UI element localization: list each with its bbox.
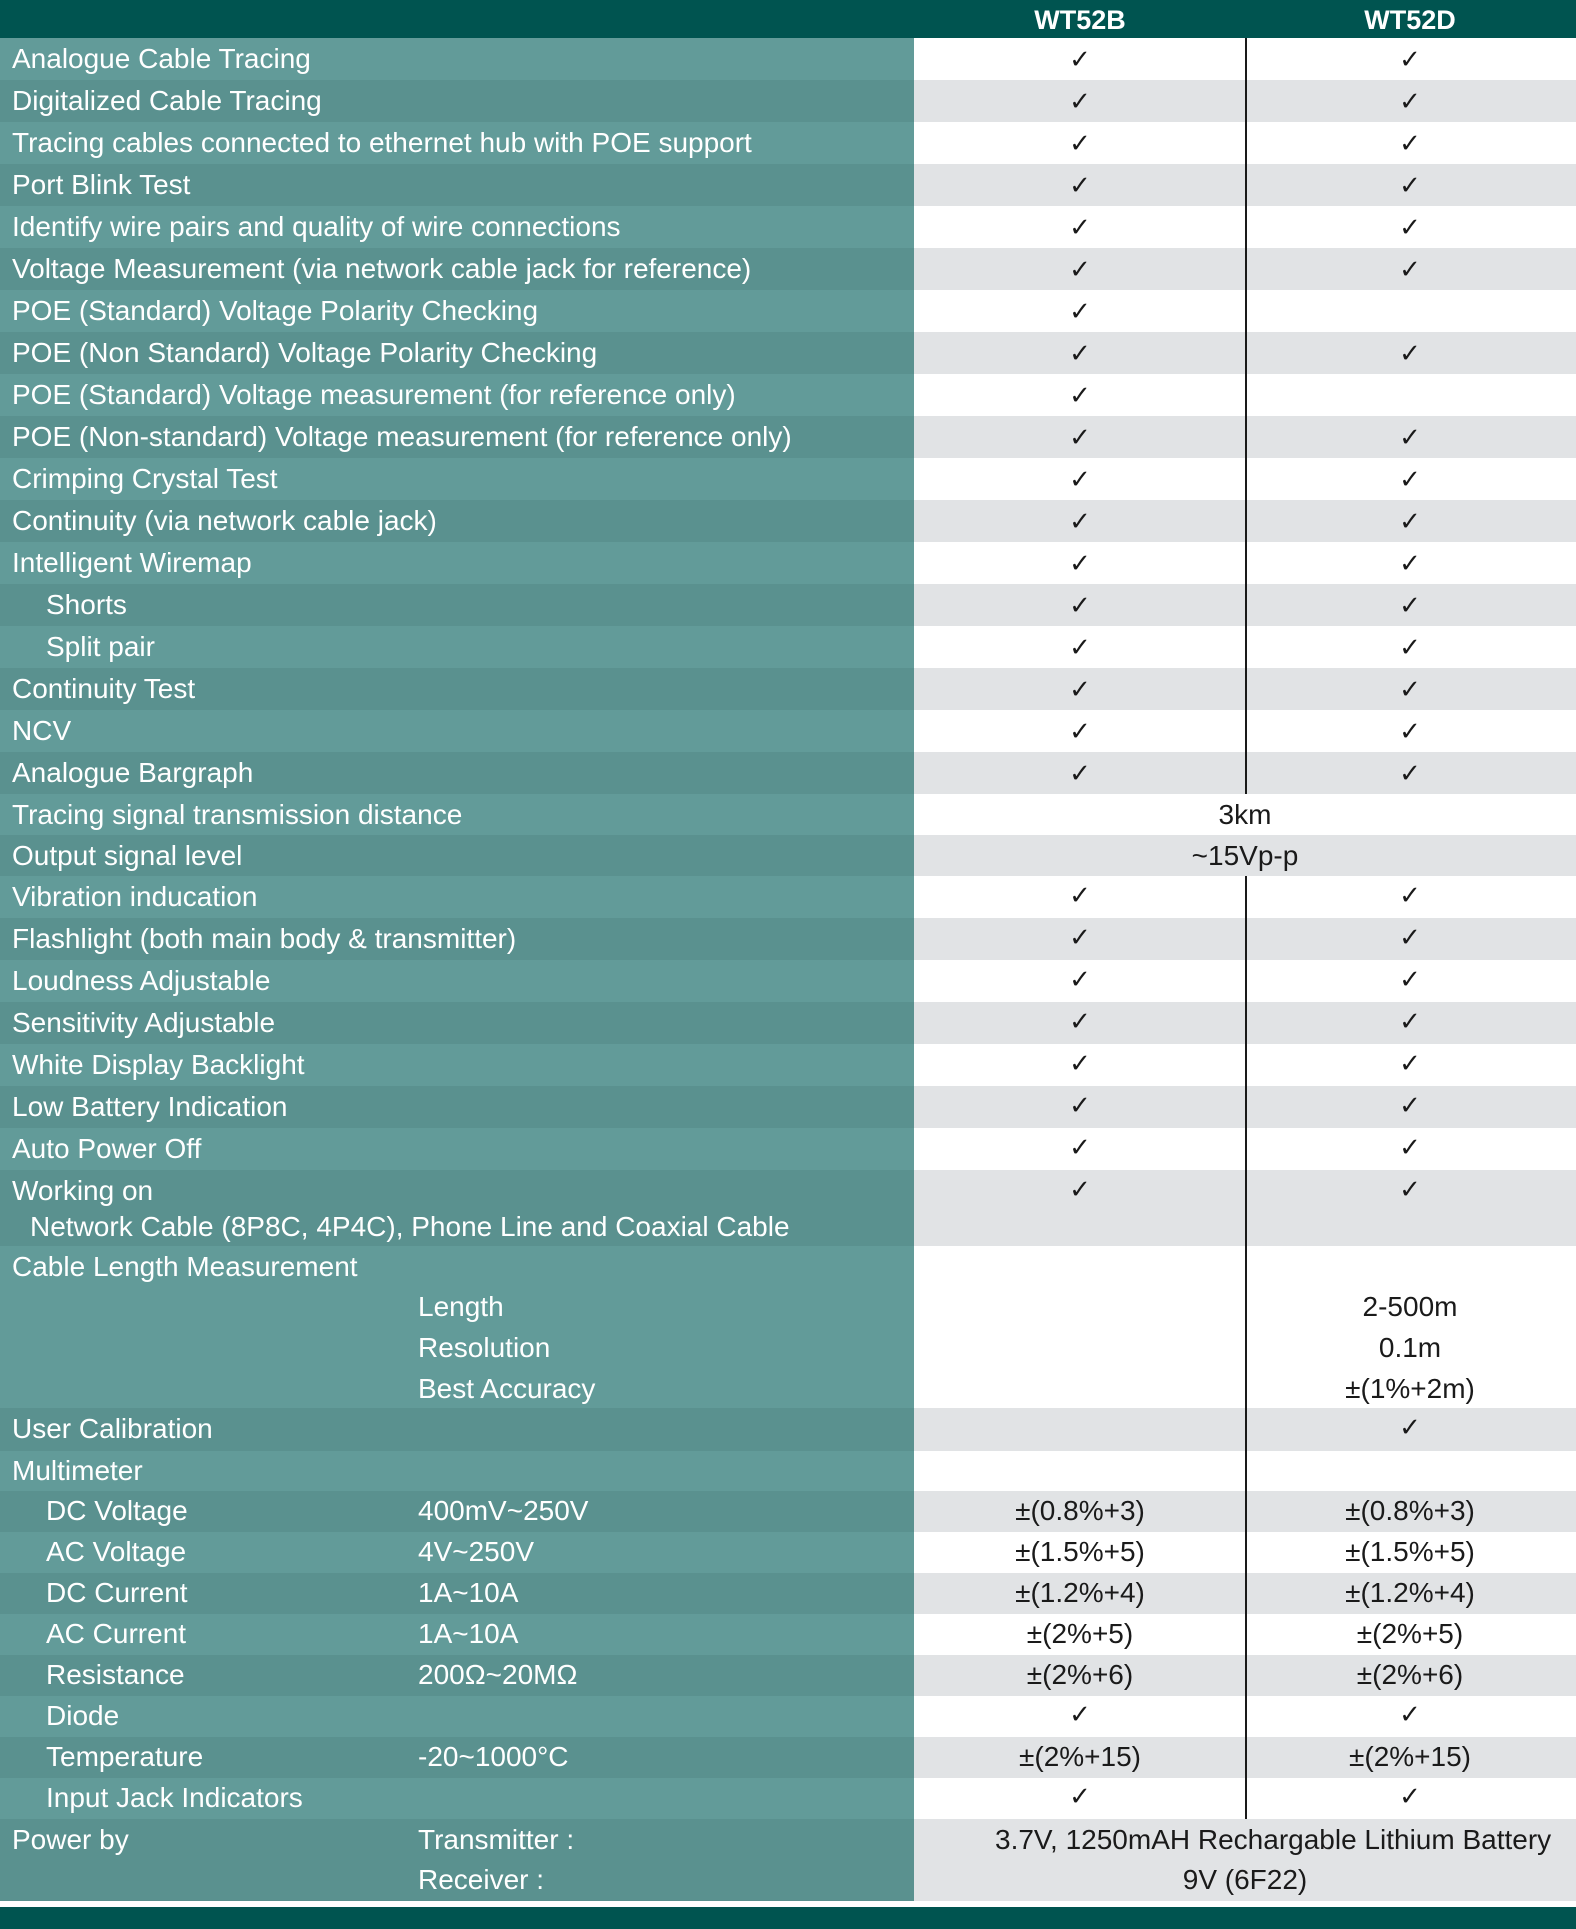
table-row [0, 752, 1576, 794]
table-row [0, 1778, 1576, 1819]
check-icon: ✓ [1069, 44, 1091, 74]
wt52b-accuracy: ±(2%+5) [1026, 1618, 1134, 1649]
shared-value: ~15Vp-p [1191, 840, 1299, 871]
check-icon: ✓ [1399, 1781, 1421, 1811]
check-icon: ✓ [1399, 170, 1421, 200]
wt52b-accuracy: ±(2%+6) [1026, 1659, 1134, 1690]
feature-label: Working on [12, 1175, 154, 1206]
sub-feature-label: Resolution [418, 1332, 551, 1363]
multimeter-function: AC Voltage [46, 1536, 187, 1567]
table-row [0, 122, 1576, 164]
multimeter-range: 1A~10A [418, 1618, 519, 1649]
wt52b-accuracy: ±(2%+15) [1019, 1741, 1141, 1772]
multimeter-function: DC Voltage [46, 1495, 188, 1526]
column-divider [1245, 876, 1247, 1819]
multimeter-range: -20~1000°C [418, 1741, 569, 1772]
table-row [0, 290, 1576, 332]
feature-label: Shorts [46, 589, 127, 620]
table-row [0, 1408, 1576, 1451]
multimeter-function: Resistance [46, 1659, 185, 1690]
table-row [0, 835, 1576, 876]
feature-label: Power by [12, 1824, 129, 1855]
feature-label: POE (Non Standard) Voltage Polarity Checking [12, 337, 598, 368]
check-icon: ✓ [1069, 1132, 1091, 1162]
check-icon: ✓ [1399, 86, 1421, 116]
check-icon: ✓ [1069, 86, 1091, 116]
table-row [0, 1044, 1576, 1086]
label-cell [0, 710, 914, 752]
check-icon: ✓ [1399, 212, 1421, 242]
check-icon: ✓ [1069, 212, 1091, 242]
table-row [0, 416, 1576, 458]
check-icon: ✓ [1399, 674, 1421, 704]
feature-label: Continuity Test [12, 673, 196, 704]
multimeter-function: Diode [46, 1700, 120, 1731]
check-icon: ✓ [1399, 1699, 1421, 1729]
table-row [0, 668, 1576, 710]
check-icon: ✓ [1069, 1174, 1091, 1204]
check-icon: ✓ [1069, 380, 1091, 410]
feature-label: Vibration inducation [12, 881, 258, 912]
feature-label: Port Blink Test [12, 169, 191, 200]
feature-label: User Calibration [12, 1413, 213, 1444]
check-icon: ✓ [1069, 422, 1091, 452]
multimeter-function: Temperature [46, 1741, 204, 1772]
check-icon: ✓ [1399, 548, 1421, 578]
table-row [0, 584, 1576, 626]
feature-label: Continuity (via network cable jack) [12, 505, 437, 536]
table-row [0, 1614, 1576, 1655]
table-row [0, 248, 1576, 290]
check-icon: ✓ [1399, 1006, 1421, 1036]
check-icon: ✓ [1069, 1048, 1091, 1078]
table-footer-bar [0, 1907, 1576, 1929]
label-cell [0, 584, 914, 626]
check-icon: ✓ [1069, 964, 1091, 994]
label-cell [0, 1696, 914, 1737]
table-row [0, 1002, 1576, 1044]
wt52d-accuracy: ±(2%+15) [1349, 1741, 1471, 1772]
wt52b-accuracy: ±(0.8%+3) [1015, 1495, 1145, 1526]
feature-label: Tracing cables connected to ethernet hub with POE support [12, 127, 752, 158]
check-icon: ✓ [1399, 254, 1421, 284]
feature-label: Auto Power Off [12, 1133, 202, 1164]
table-row [0, 794, 1576, 835]
feature-label: Crimping Crystal Test [12, 463, 278, 494]
multimeter-function: Input Jack Indicators [46, 1782, 303, 1813]
check-icon: ✓ [1069, 296, 1091, 326]
feature-label: Cable Length Measurement [12, 1251, 358, 1282]
table-row [0, 164, 1576, 206]
table-row [0, 542, 1576, 584]
check-icon: ✓ [1069, 338, 1091, 368]
transmitter-label: Transmitter : [418, 1824, 575, 1855]
feature-label: POE (Standard) Voltage Polarity Checking [12, 295, 539, 326]
feature-label: Sensitivity Adjustable [12, 1007, 276, 1038]
multimeter-range: 400mV~250V [418, 1495, 589, 1526]
check-icon: ✓ [1399, 632, 1421, 662]
check-icon: ✓ [1399, 880, 1421, 910]
feature-label: Output signal level [12, 840, 243, 871]
table-row [0, 1491, 1576, 1532]
table-row [0, 1696, 1576, 1737]
table-row [0, 38, 1576, 80]
table-row [0, 1737, 1576, 1778]
table-row [0, 1655, 1576, 1696]
feature-label: Intelligent Wiremap [12, 547, 252, 578]
feature-label: Tracing signal transmission distance [12, 799, 463, 830]
check-icon: ✓ [1399, 338, 1421, 368]
table-row [0, 1246, 1576, 1408]
sub-feature-label: Length [418, 1291, 504, 1322]
check-icon: ✓ [1399, 1412, 1421, 1442]
check-icon: ✓ [1069, 254, 1091, 284]
table-row [0, 332, 1576, 374]
check-icon: ✓ [1069, 548, 1091, 578]
multimeter-range: 1A~10A [418, 1577, 519, 1608]
feature-label: Digitalized Cable Tracing [12, 85, 322, 116]
table-row [0, 80, 1576, 122]
feature-label: POE (Standard) Voltage measurement (for reference only) [12, 379, 736, 410]
wt52d-value: 0.1m [1378, 1332, 1442, 1363]
table-row [0, 1170, 1576, 1246]
table-row [0, 458, 1576, 500]
check-icon: ✓ [1399, 922, 1421, 952]
table-row [0, 918, 1576, 960]
receiver-label: Receiver : [418, 1864, 545, 1895]
check-icon: ✓ [1399, 1090, 1421, 1120]
table-row [0, 1573, 1576, 1614]
check-icon: ✓ [1069, 1781, 1091, 1811]
check-icon: ✓ [1069, 170, 1091, 200]
feature-label: Voltage Measurement (via network cable jack for reference) [12, 253, 752, 284]
column-header-wt52d: WT52D [1364, 5, 1456, 35]
table-row [0, 500, 1576, 542]
table-row [0, 876, 1576, 918]
check-icon: ✓ [1399, 1174, 1421, 1204]
column-divider [1245, 38, 1247, 794]
feature-label: Analogue Cable Tracing [12, 43, 311, 74]
table-row [0, 1532, 1576, 1573]
feature-label: Analogue Bargraph [12, 757, 254, 788]
feature-label: Low Battery Indication [12, 1091, 288, 1122]
feature-label: NCV [12, 715, 72, 746]
check-icon: ✓ [1399, 44, 1421, 74]
column-header-wt52b: WT52B [1034, 5, 1126, 35]
check-icon: ✓ [1069, 590, 1091, 620]
check-icon: ✓ [1069, 506, 1091, 536]
table-row [0, 206, 1576, 248]
wt52d-accuracy: ±(0.8%+3) [1345, 1495, 1475, 1526]
check-icon: ✓ [1399, 758, 1421, 788]
check-icon: ✓ [1399, 128, 1421, 158]
check-icon: ✓ [1069, 632, 1091, 662]
check-icon: ✓ [1069, 880, 1091, 910]
feature-sublabel: Network Cable (8P8C, 4P4C), Phone Line and Coaxial Cable [30, 1211, 790, 1242]
table-row [0, 1819, 1576, 1901]
wt52b-accuracy: ±(1.2%+4) [1015, 1577, 1145, 1608]
table-header [0, 0, 1576, 38]
feature-label: Flashlight (both main body & transmitter) [12, 923, 517, 954]
check-icon: ✓ [1399, 422, 1421, 452]
check-icon: ✓ [1069, 128, 1091, 158]
table-row [0, 1086, 1576, 1128]
table-row [0, 1128, 1576, 1170]
shared-value: 3km [1218, 799, 1272, 830]
check-icon: ✓ [1069, 1006, 1091, 1036]
check-icon: ✓ [1069, 1090, 1091, 1120]
wt52d-value: ±(1%+2m) [1345, 1373, 1475, 1404]
wt52d-accuracy: ±(1.2%+4) [1345, 1577, 1475, 1608]
multimeter-range: 4V~250V [418, 1536, 534, 1567]
check-icon: ✓ [1399, 1132, 1421, 1162]
table-row [0, 626, 1576, 668]
check-icon: ✓ [1399, 964, 1421, 994]
wt52d-accuracy: ±(1.5%+5) [1345, 1536, 1475, 1567]
transmitter-value: 3.7V, 1250mAH Rechargable Lithium Battery [995, 1824, 1552, 1855]
check-icon: ✓ [1069, 464, 1091, 494]
check-icon: ✓ [1069, 674, 1091, 704]
multimeter-range: 200Ω~20MΩ [418, 1659, 578, 1690]
check-icon: ✓ [1399, 1048, 1421, 1078]
receiver-value: 9V (6F22) [1182, 1864, 1308, 1895]
table-row [0, 710, 1576, 752]
check-icon: ✓ [1069, 922, 1091, 952]
multimeter-function: DC Current [46, 1577, 188, 1608]
check-icon: ✓ [1069, 1699, 1091, 1729]
sub-feature-label: Best Accuracy [418, 1373, 596, 1404]
table-row [0, 1451, 1576, 1491]
table-row [0, 374, 1576, 416]
check-icon: ✓ [1399, 464, 1421, 494]
check-icon: ✓ [1399, 716, 1421, 746]
feature-label: Multimeter [12, 1455, 143, 1486]
wt52d-accuracy: ±(2%+5) [1356, 1618, 1464, 1649]
wt52d-accuracy: ±(2%+6) [1356, 1659, 1464, 1690]
check-icon: ✓ [1069, 716, 1091, 746]
feature-label: White Display Backlight [12, 1049, 305, 1080]
check-icon: ✓ [1399, 590, 1421, 620]
feature-label: Split pair [46, 631, 155, 662]
table-row [0, 960, 1576, 1002]
wt52b-accuracy: ±(1.5%+5) [1015, 1536, 1145, 1567]
check-icon: ✓ [1399, 506, 1421, 536]
wt52d-value: 2-500m [1362, 1291, 1458, 1322]
feature-label: POE (Non-standard) Voltage measurement (for reference only) [12, 421, 792, 452]
feature-label: Identify wire pairs and quality of wire connections [12, 211, 621, 242]
check-icon: ✓ [1069, 758, 1091, 788]
feature-label: Loudness Adjustable [12, 965, 271, 996]
multimeter-function: AC Current [46, 1618, 187, 1649]
